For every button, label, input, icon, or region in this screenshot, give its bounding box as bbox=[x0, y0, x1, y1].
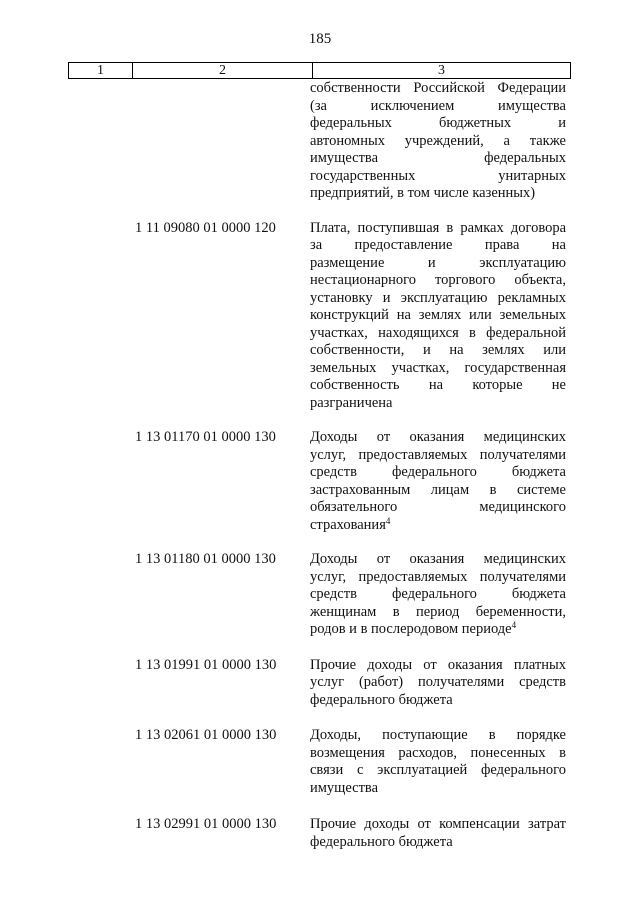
table-row bbox=[0, 727, 640, 797]
description-line: средств федерального бюджета bbox=[310, 586, 566, 602]
description-line: федеральных бюджетных и bbox=[310, 115, 566, 131]
table-header-row bbox=[68, 62, 571, 79]
table-row bbox=[0, 657, 640, 710]
description-line: нестационарного торгового объекта, bbox=[310, 272, 566, 288]
budget-code: 1 13 01170 01 0000 130 bbox=[135, 429, 276, 445]
description-line: услуг, предоставляемых получателями bbox=[310, 446, 566, 463]
income-description bbox=[310, 816, 566, 851]
description-line: возмещения расходов, понесенных в bbox=[310, 744, 566, 761]
description-line: (за исключением имущества bbox=[310, 97, 566, 114]
income-description bbox=[310, 727, 566, 797]
description-line: услуг (работ) получателями средств bbox=[310, 674, 566, 690]
description-line: земельных участках, государственная bbox=[310, 359, 566, 376]
description-line: собственности Российской Федерации bbox=[310, 80, 566, 96]
description-line: федерального бюджета bbox=[310, 691, 453, 708]
description-line: Доходы, поступающие в порядке bbox=[310, 727, 566, 743]
description-line: Доходы от оказания медицинских bbox=[310, 551, 566, 567]
description-line: Прочие доходы от оказания платных bbox=[310, 656, 566, 673]
description-line: Плата, поступившая в рамках договора bbox=[310, 219, 566, 236]
table-row bbox=[0, 220, 640, 413]
description-line: Доходы от оказания медицинских bbox=[310, 429, 566, 445]
header-col-1: 1 bbox=[69, 63, 133, 78]
budget-code bbox=[135, 80, 310, 203]
description-line: женщинам в период беременности, bbox=[310, 603, 566, 620]
description-line: обязательного медицинского bbox=[310, 499, 566, 515]
description-line: Прочие доходы от компенсации затрат bbox=[310, 816, 566, 832]
description-line: родов и в послеродовом периоде$^4$ bbox=[310, 620, 517, 637]
description-line: разграничена bbox=[310, 394, 393, 411]
income-description bbox=[310, 657, 566, 710]
description-line: услуг, предоставляемых получателями bbox=[310, 568, 566, 585]
budget-code: 1 11 09080 01 0000 120 bbox=[135, 219, 276, 236]
description-line: за предоставление права на bbox=[310, 237, 566, 253]
income-description bbox=[310, 551, 566, 639]
description-line: средств федерального бюджета bbox=[310, 464, 566, 480]
table-row bbox=[0, 551, 640, 639]
description-line: федерального бюджета bbox=[310, 833, 453, 850]
description-line: участках, находящихся в федеральной bbox=[310, 324, 566, 341]
budget-code: 1 13 01991 01 0000 130 bbox=[135, 656, 277, 673]
description-line: имущества bbox=[310, 779, 379, 796]
budget-code: 1 13 02061 01 0000 130 bbox=[135, 727, 277, 743]
income-description bbox=[310, 429, 566, 534]
footnote-marker: 4 bbox=[511, 620, 517, 630]
description-line: собственность на которые не bbox=[310, 377, 566, 393]
description-line: имущества федеральных bbox=[310, 150, 566, 166]
description-line: связи с эксплуатацией федерального bbox=[310, 762, 566, 778]
description-line: размещение и эксплуатацию bbox=[310, 254, 566, 271]
description-line: автономных учреждений, а также bbox=[310, 132, 566, 149]
table-row bbox=[0, 429, 640, 534]
description-line: страхования$^4$ bbox=[310, 515, 391, 533]
budget-code: 1 13 02991 01 0000 130 bbox=[135, 816, 277, 832]
description-line: установку и эксплуатацию рекламных bbox=[310, 289, 566, 306]
table-body bbox=[0, 80, 640, 851]
footnote-marker: 4 bbox=[385, 515, 391, 526]
table-row bbox=[0, 80, 640, 203]
income-description bbox=[310, 80, 566, 203]
header-col-2: 2 bbox=[133, 63, 313, 78]
description-line: застрахованным лицам в системе bbox=[310, 481, 566, 498]
income-description bbox=[310, 220, 566, 413]
description-line: государственных унитарных bbox=[310, 167, 566, 184]
page-number: 185 bbox=[308, 31, 332, 47]
header-col-3: 3 bbox=[438, 63, 445, 78]
description-line: собственности, и на землях или bbox=[310, 342, 566, 358]
budget-code: 1 13 01180 01 0000 130 bbox=[135, 551, 276, 567]
description-line: предприятий, в том числе казенных) bbox=[310, 185, 536, 201]
description-line: конструкций на землях или земельных bbox=[310, 307, 566, 323]
table-row bbox=[0, 816, 640, 851]
